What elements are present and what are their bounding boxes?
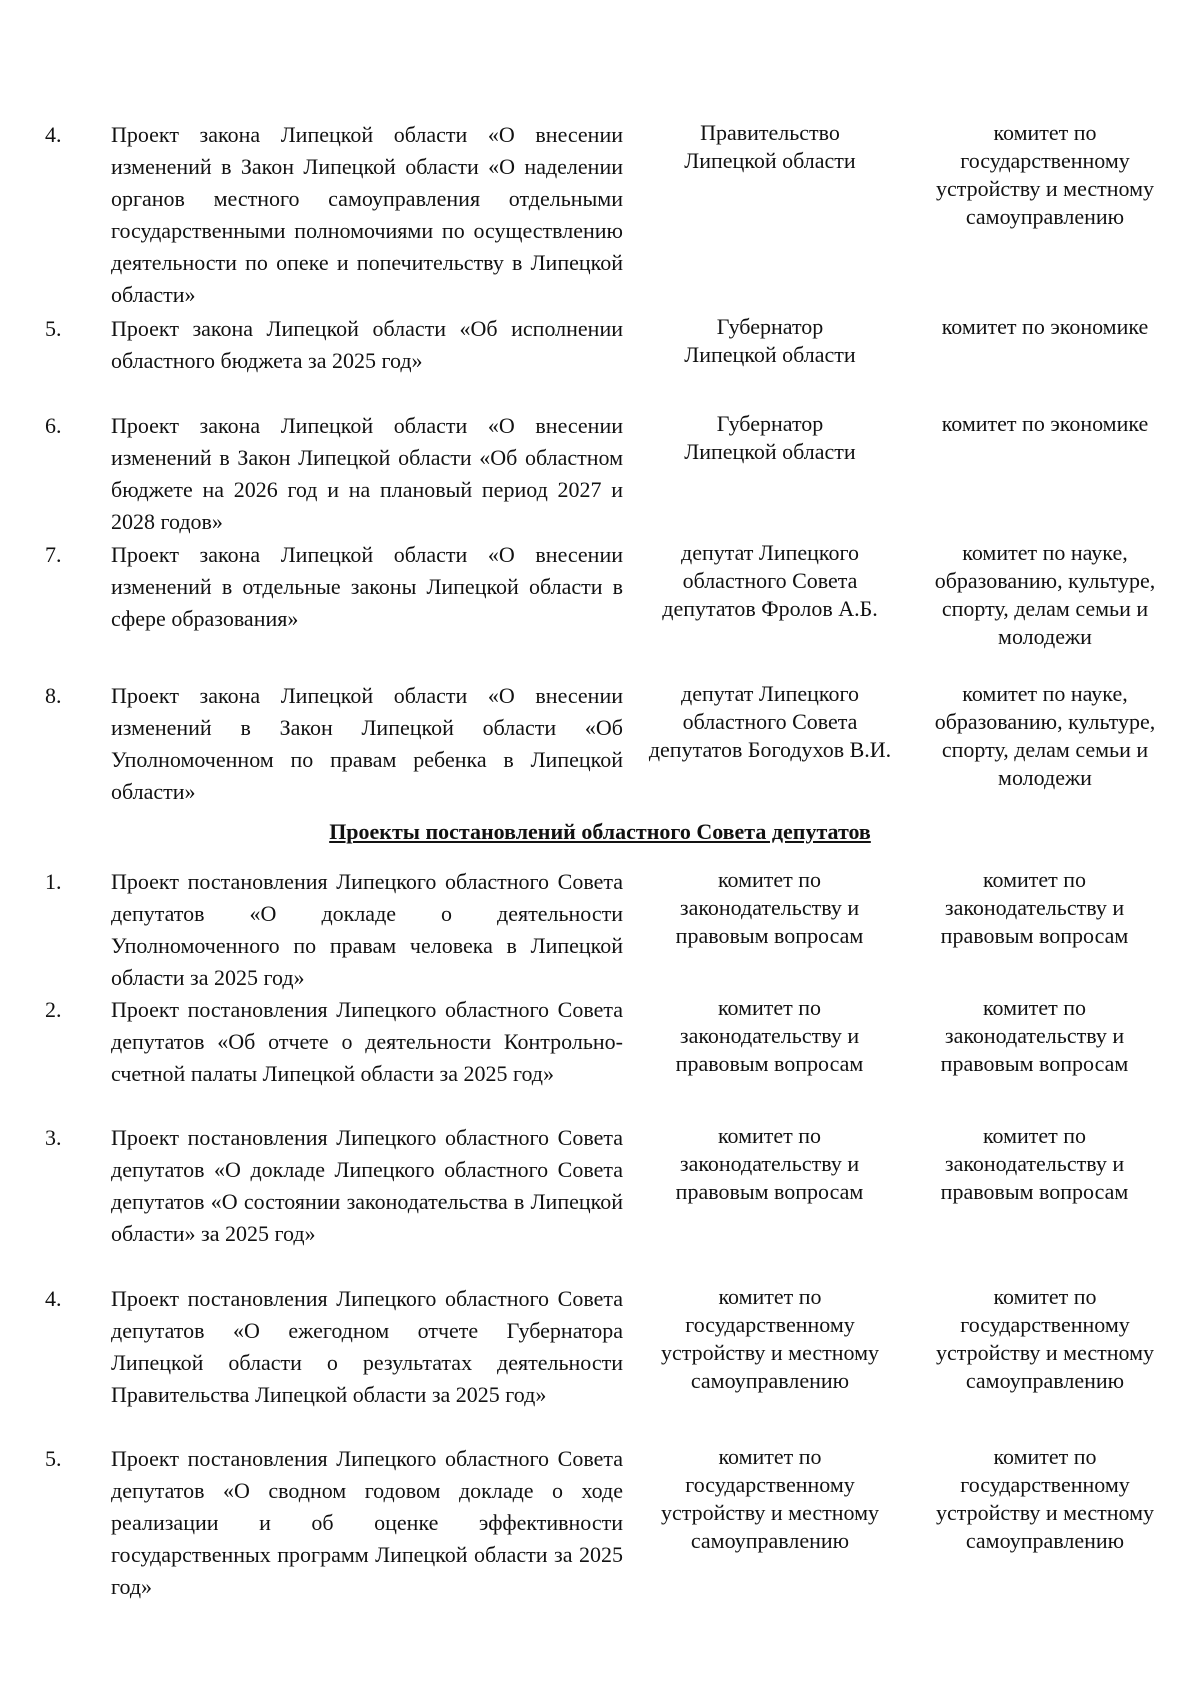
resolution-title: Проект постановления Липецкого областного Совета депутатов «О ежегодном отчете Губернатора Липецкой области о результатах деятельности Правительства Липецкой области за 2025 год» bbox=[111, 1286, 623, 1407]
responsible-committee: комитет по государственному устройству и местному самоуправлению bbox=[935, 1284, 1155, 1393]
responsible-committee: комитет по законодательству и правовым вопросам bbox=[940, 995, 1129, 1076]
bill-title: Проект закона Липецкой области «О внесении изменений в Закон Липецкой области «О наделении органов местного самоуправления отдельными государственными полномочиями по осуществлению деятельности по опеке и попечительству в Липецкой области» bbox=[111, 122, 623, 307]
resolution-author: комитет по законодательству и правовым вопросам bbox=[675, 1123, 864, 1204]
row-number: 1. bbox=[45, 869, 62, 894]
responsible-committee: комитет по законодательству и правовым вопросам bbox=[940, 867, 1129, 948]
row-number: 3. bbox=[45, 1125, 62, 1150]
resolution-title: Проект постановления Липецкого областного Совета депутатов «Об отчете о деятельности Контрольно-счетной палаты Липецкой области за 2025 год» bbox=[111, 997, 623, 1086]
bill-author: депутат Липецкого областного Совета депутатов Богодухов В.И. bbox=[648, 681, 892, 762]
responsible-committee: комитет по науке, образованию, культуре, спорту, делам семьи и молодежи bbox=[934, 540, 1156, 649]
bill-title: Проект закона Липецкой области «О внесении изменений в Закон Липецкой области «Об Уполномоченном по правам ребенка в Липецкой области» bbox=[111, 683, 623, 804]
responsible-committee: комитет по науке, образованию, культуре, спорту, делам семьи и молодежи bbox=[934, 681, 1156, 790]
bill-author: Губернатор Липецкой области bbox=[684, 411, 856, 464]
responsible-committee: комитет по государственному устройству и местному самоуправлению bbox=[935, 1444, 1155, 1553]
section-heading-resolutions: Проекты постановлений областного Совета депутатов bbox=[329, 819, 871, 844]
row-number: 7. bbox=[45, 542, 62, 567]
responsible-committee: комитет по законодательству и правовым вопросам bbox=[940, 1123, 1129, 1204]
bill-title: Проект закона Липецкой области «О внесении изменений в Закон Липецкой области «Об областном бюджете на 2026 год и на плановый период 2027 и 2028 годов» bbox=[111, 413, 623, 534]
resolution-title: Проект постановления Липецкого областного Совета депутатов «О докладе Липецкого областного Совета депутатов «О состоянии законодательства в Липецкой области» за 2025 год» bbox=[111, 1125, 623, 1246]
resolution-author: комитет по государственному устройству и местному самоуправлению bbox=[660, 1444, 880, 1553]
row-number: 6. bbox=[45, 413, 62, 438]
row-number: 5. bbox=[45, 316, 62, 341]
resolution-title: Проект постановления Липецкого областного Совета депутатов «О докладе о деятельности Уполномоченного по правам человека в Липецкой области за 2025 год» bbox=[111, 869, 623, 990]
responsible-committee: комитет по экономике bbox=[941, 411, 1149, 436]
responsible-committee: комитет по экономике bbox=[941, 314, 1149, 339]
resolution-author: комитет по законодательству и правовым вопросам bbox=[675, 995, 864, 1076]
row-number: 4. bbox=[45, 122, 62, 147]
bill-title: Проект закона Липецкой области «Об исполнении областного бюджета за 2025 год» bbox=[111, 316, 623, 373]
row-number: 8. bbox=[45, 683, 62, 708]
bill-author: Губернатор Липецкой области bbox=[684, 314, 856, 367]
resolution-author: комитет по законодательству и правовым вопросам bbox=[675, 867, 864, 948]
bill-title: Проект закона Липецкой области «О внесении изменений в отдельные законы Липецкой области в сфере образования» bbox=[111, 542, 623, 631]
bill-author: депутат Липецкого областного Совета депутатов Фролов А.Б. bbox=[662, 540, 878, 621]
row-number: 4. bbox=[45, 1286, 62, 1311]
resolution-title: Проект постановления Липецкого областного Совета депутатов «О сводном годовом докладе о ходе реализации и об оценке эффективности государственных программ Липецкой области за 2025 год» bbox=[111, 1446, 623, 1599]
bill-author: Правительство Липецкой области bbox=[684, 120, 856, 173]
responsible-committee: комитет по государственному устройству и местному самоуправлению bbox=[935, 120, 1155, 229]
row-number: 5. bbox=[45, 1446, 62, 1471]
resolution-author: комитет по государственному устройству и местному самоуправлению bbox=[660, 1284, 880, 1393]
row-number: 2. bbox=[45, 997, 62, 1022]
